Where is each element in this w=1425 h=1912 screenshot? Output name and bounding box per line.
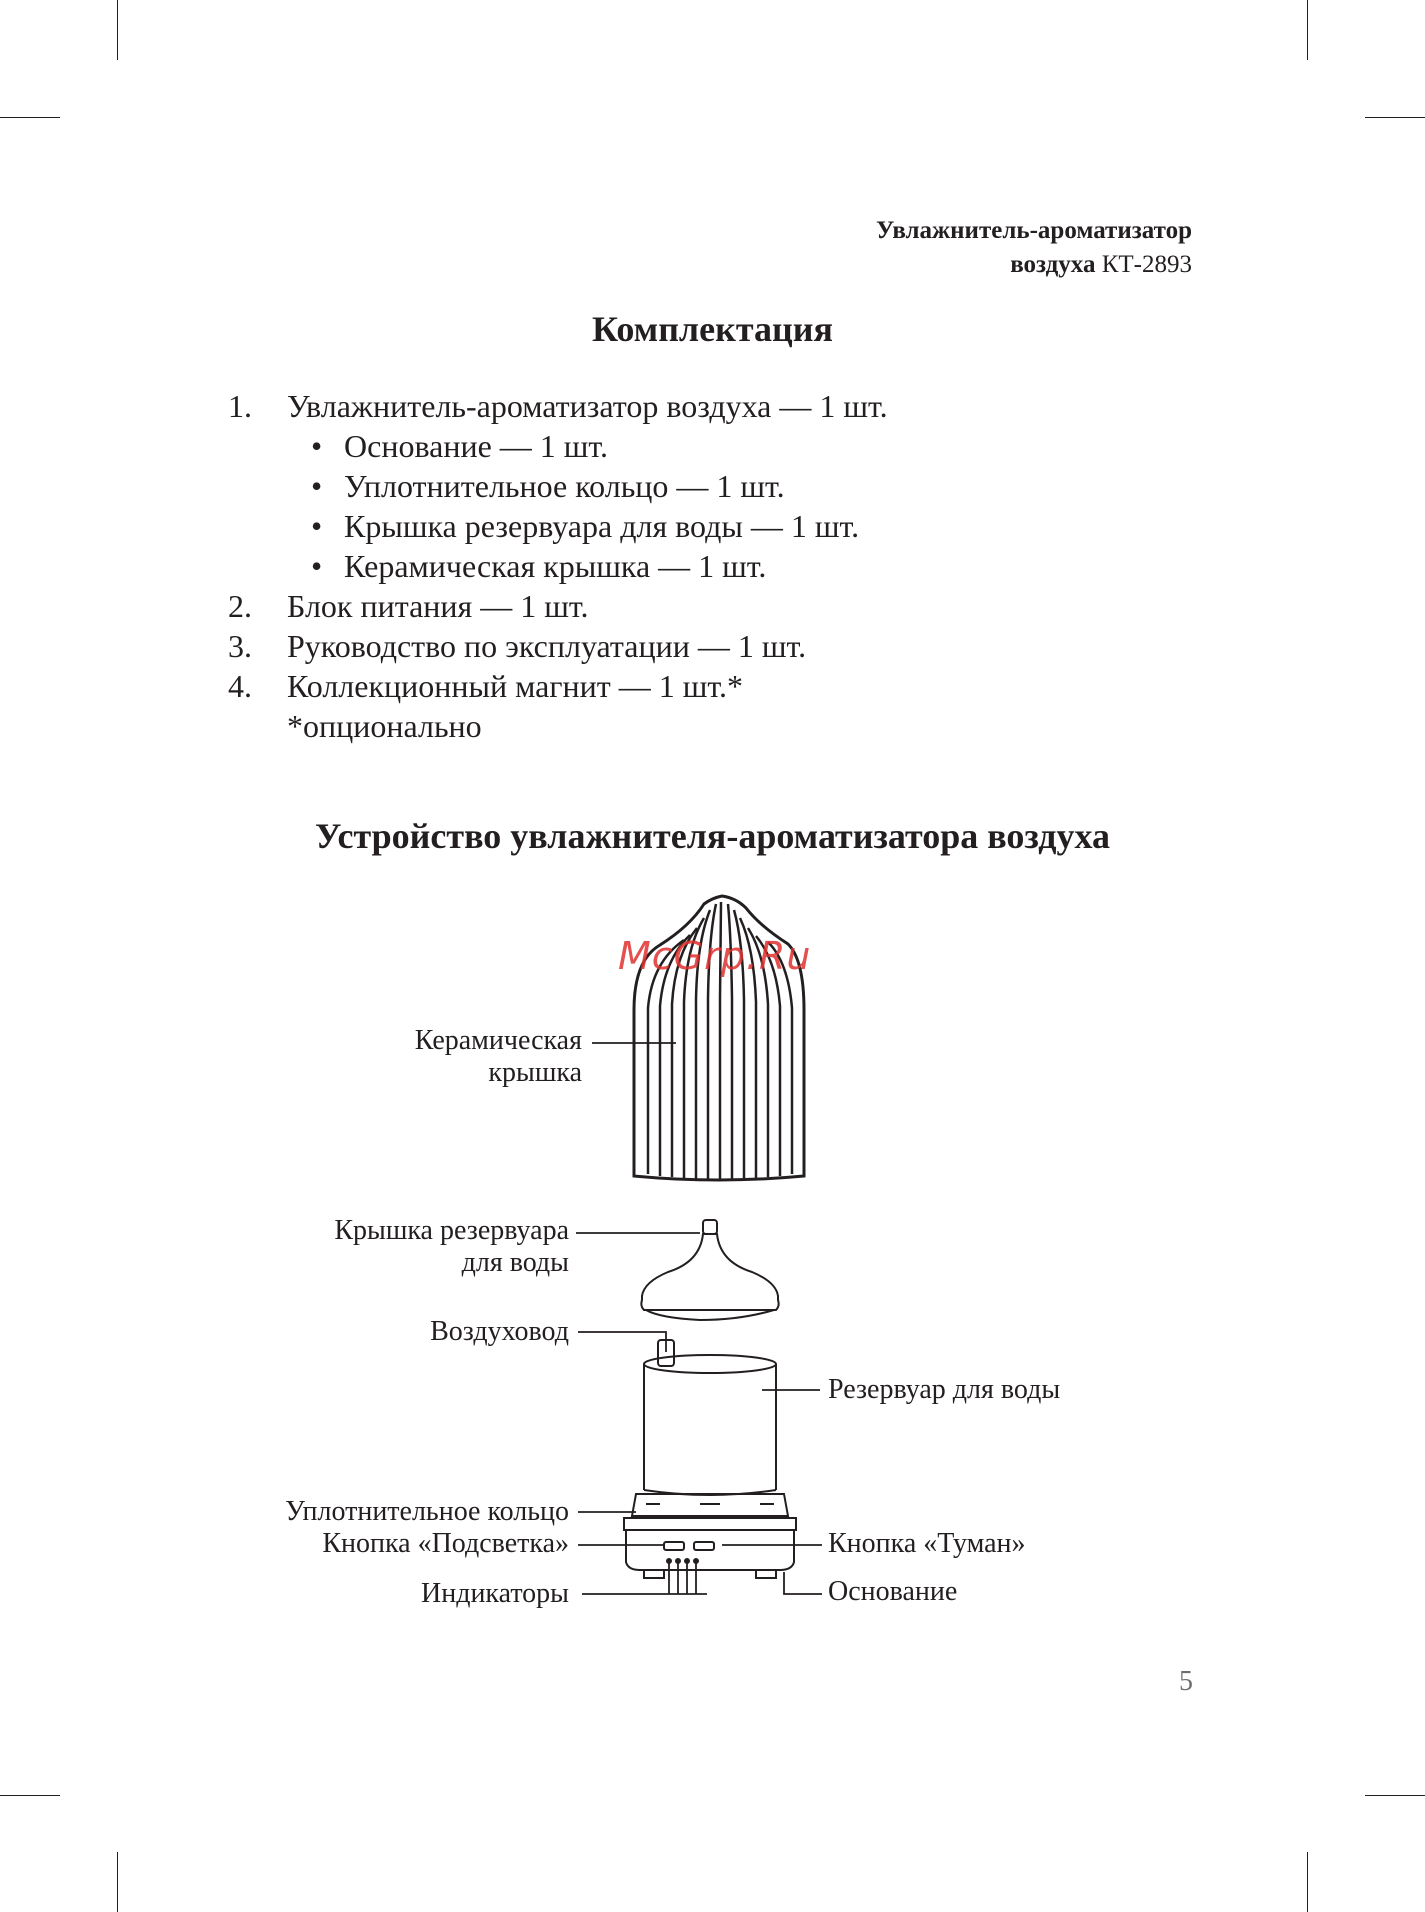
label-line: крышка	[488, 1057, 582, 1088]
contents-title: Комплектация	[592, 309, 833, 349]
optional-note: *опционально	[287, 708, 482, 744]
label-tank-lid	[334, 1215, 569, 1279]
item-text: Руководство по эксплуатации — 1 шт.	[287, 628, 807, 664]
label-line: Керамическая	[414, 1025, 582, 1056]
item-number: 4.	[228, 668, 252, 704]
base-illustration	[624, 1518, 796, 1578]
bullet: •	[311, 428, 323, 464]
label-ceramic-lid	[415, 1025, 582, 1089]
label-line: для воды	[461, 1247, 569, 1278]
label-mist-button: Кнопка «Туман»	[828, 1528, 1026, 1559]
item-text: Коллекционный магнит — 1 шт.*	[287, 668, 743, 704]
page-number: 5	[1179, 1666, 1193, 1697]
item-number: 3.	[228, 628, 252, 664]
header-title: Увлажнитель-ароматизатор	[876, 217, 1192, 244]
subitem-text: Керамическая крышка — 1 шт.	[344, 548, 767, 584]
subitem-text: Уплотнительное кольцо — 1 шт.	[344, 468, 785, 504]
tank-lid-illustration	[641, 1220, 778, 1320]
subitem-text: Крышка резервуара для воды — 1 шт.	[344, 508, 860, 544]
header-model: КТ-2893	[1101, 251, 1192, 278]
device-title: Устройство увлажнителя-ароматизатора воздуха	[315, 816, 1110, 856]
bullet: •	[311, 548, 323, 584]
header-title-2: воздуха	[1010, 251, 1096, 278]
label-water-tank: Резервуар для воды	[828, 1374, 1061, 1405]
item-number: 2.	[228, 588, 252, 624]
item-text: Блок питания — 1 шт.	[287, 588, 589, 624]
label-line: Крышка резервуара	[334, 1215, 569, 1246]
seal-ring-illustration	[632, 1494, 788, 1516]
bullet: •	[311, 508, 323, 544]
label-indicators: Индикаторы	[421, 1578, 569, 1609]
label-seal-ring: Уплотнительное кольцо	[285, 1496, 569, 1527]
label-air-duct: Воздуховод	[430, 1316, 569, 1347]
item-number: 1.	[228, 388, 252, 424]
subitem-text: Основание — 1 шт.	[344, 428, 608, 464]
water-tank-illustration	[644, 1340, 776, 1495]
leader-lines	[576, 1043, 822, 1594]
label-light-button: Кнопка «Подсветка»	[322, 1528, 569, 1559]
label-base: Основание	[828, 1576, 958, 1607]
bullet: •	[311, 468, 323, 504]
watermark: McGrp.Ru	[618, 934, 812, 978]
item-text: Увлажнитель-ароматизатор воздуха — 1 шт.	[287, 388, 888, 424]
